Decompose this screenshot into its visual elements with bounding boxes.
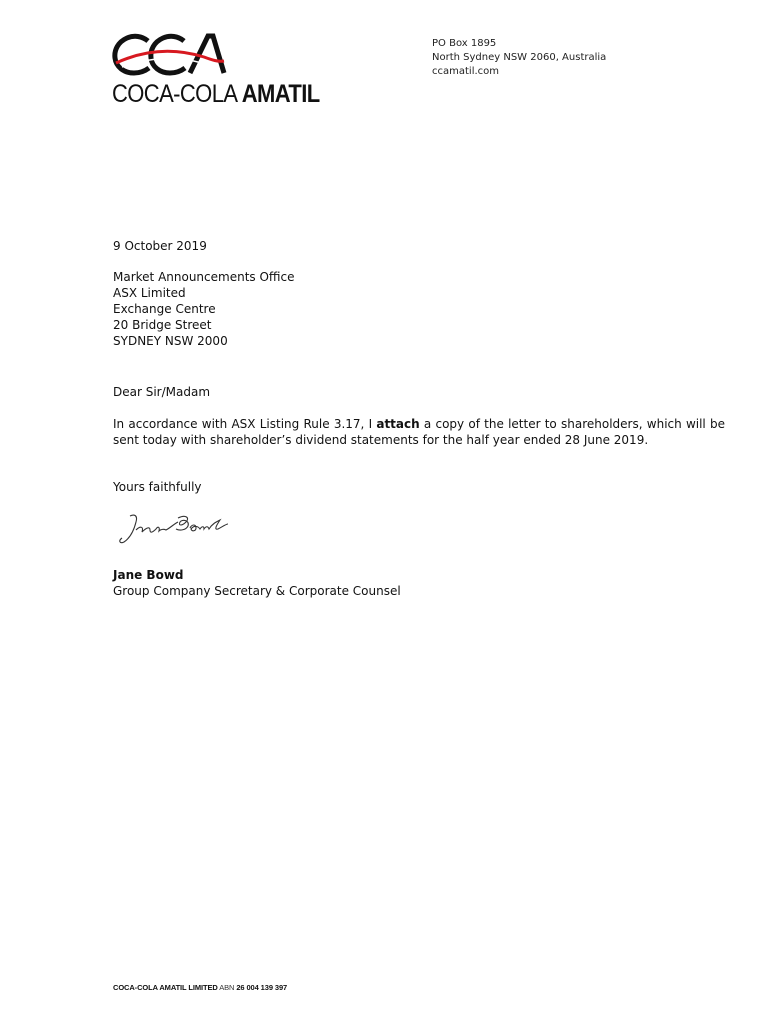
signer-title: Group Company Secretary & Corporate Counsel (113, 584, 401, 598)
company-wordmark: COCA-COLA AMATIL (112, 79, 320, 108)
handwritten-signature (116, 508, 236, 548)
recipient-line: ASX Limited (113, 286, 186, 300)
recipient-address (113, 269, 295, 349)
footer-abn-label: ABN (219, 983, 235, 992)
page-footer (113, 983, 287, 992)
address-line: PO Box 1895 (432, 38, 497, 49)
sender-address (432, 37, 606, 79)
address-website: ccamatil.com (432, 66, 500, 77)
signer-name: Jane Bowd (113, 568, 184, 582)
footer-abn-number: 26 004 139 397 (236, 983, 288, 992)
address-line: North Sydney NSW 2060, Australia (432, 52, 607, 63)
signer-block (113, 567, 401, 599)
letter-date: 9 October 2019 (113, 239, 207, 253)
signature-icon (116, 508, 236, 548)
salutation: Dear Sir/Madam (113, 385, 211, 399)
company-logo (112, 33, 320, 108)
recipient-line: Market Announcements Office (113, 270, 295, 284)
recipient-line: 20 Bridge Street (113, 318, 212, 332)
cca-monogram-icon (112, 33, 232, 79)
footer-company: COCA-COLA AMATIL LIMITED (113, 983, 218, 992)
recipient-line: SYDNEY NSW 2000 (113, 334, 228, 348)
recipient-line: Exchange Centre (113, 302, 216, 316)
closing: Yours faithfully (113, 480, 202, 494)
body-paragraph: In accordance with ASX Listing Rule 3.17, I attach a copy of the letter to shareholders, which will be sent today with shareholder’s dividend statements for the half year ended 28 June 2019. (113, 417, 725, 447)
